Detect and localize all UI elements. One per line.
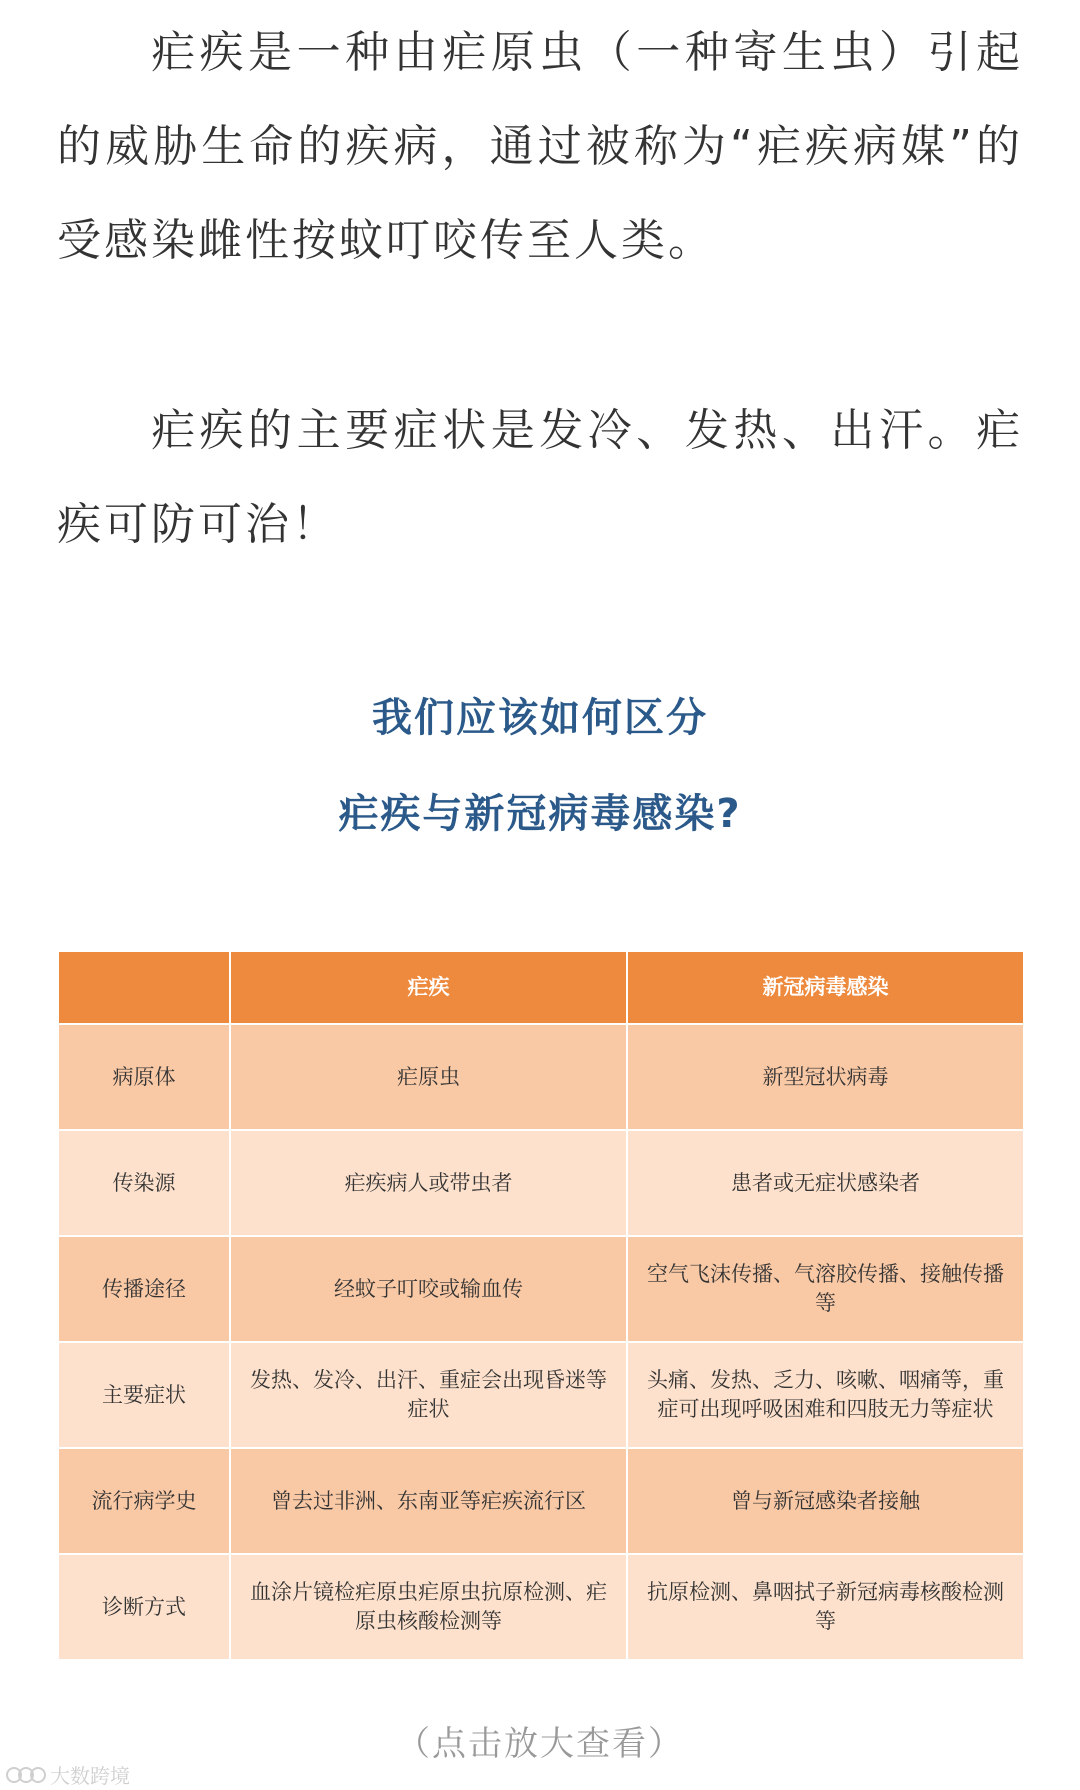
brand-logo-icon: [6, 1764, 46, 1786]
row-label: 流行病学史: [58, 1448, 230, 1554]
covid-cell: 抗原检测、鼻咽拭子新冠病毒核酸检测等: [627, 1554, 1024, 1660]
watermark: [6, 1760, 130, 1789]
watermark-text: 大数跨境: [50, 1764, 130, 1788]
covid-cell: 曾与新冠感染者接触: [627, 1448, 1024, 1554]
comparison-table-container[interactable]: [57, 950, 1023, 1661]
covid-cell: 新型冠状病毒: [627, 1024, 1024, 1130]
row-label: 传播途径: [58, 1236, 230, 1342]
table-row: [58, 1024, 1024, 1130]
malaria-cell: 曾去过非洲、东南亚等疟疾流行区: [230, 1448, 627, 1554]
section-heading-line-1: 我们应该如何区分: [372, 695, 708, 741]
section-heading-line-2: 疟疾与新冠病毒感染?: [338, 791, 742, 837]
row-label: 主要症状: [58, 1342, 230, 1448]
intro-paragraph-2: 疟疾的主要症状是发冷、发热、出汗。疟疾可防可治！: [57, 405, 1023, 550]
header-malaria: 疟疾: [230, 951, 627, 1024]
malaria-cell: 疟疾病人或带虫者: [230, 1130, 627, 1236]
malaria-cell: 发热、发冷、出汗、重症会出现昏迷等症状: [230, 1342, 627, 1448]
covid-cell: 空气飞沫传播、气溶胶传播、接触传播等: [627, 1236, 1024, 1342]
zoom-caption: （点击放大查看）: [396, 1724, 684, 1764]
row-label: 传染源: [58, 1130, 230, 1236]
malaria-cell: 疟原虫: [230, 1024, 627, 1130]
table-row: [58, 1342, 1024, 1448]
table-row: [58, 1554, 1024, 1660]
covid-cell: 患者或无症状感染者: [627, 1130, 1024, 1236]
table-row: [58, 1236, 1024, 1342]
table-header-row: [58, 951, 1024, 1024]
row-label: 病原体: [58, 1024, 230, 1130]
malaria-cell: 血涂片镜检疟原虫疟原虫抗原检测、疟原虫核酸检测等: [230, 1554, 627, 1660]
table-row: [58, 1130, 1024, 1236]
comparison-table: [57, 950, 1025, 1661]
header-empty-cell: [58, 951, 230, 1024]
header-covid: 新冠病毒感染: [627, 951, 1024, 1024]
intro-paragraph-1: 疟疾是一种由疟原虫（一种寄生虫）引起的威胁生命的疾病，通过被称为“疟疾病媒”的受感染雌性按蚊叮咬传至人类。: [57, 27, 1023, 266]
malaria-cell: 经蚊子叮咬或输血传: [230, 1236, 627, 1342]
covid-cell: 头痛、发热、乏力、咳嗽、咽痛等，重症可出现呼吸困难和四肢无力等症状: [627, 1342, 1024, 1448]
table-row: [58, 1448, 1024, 1554]
row-label: 诊断方式: [58, 1554, 230, 1660]
